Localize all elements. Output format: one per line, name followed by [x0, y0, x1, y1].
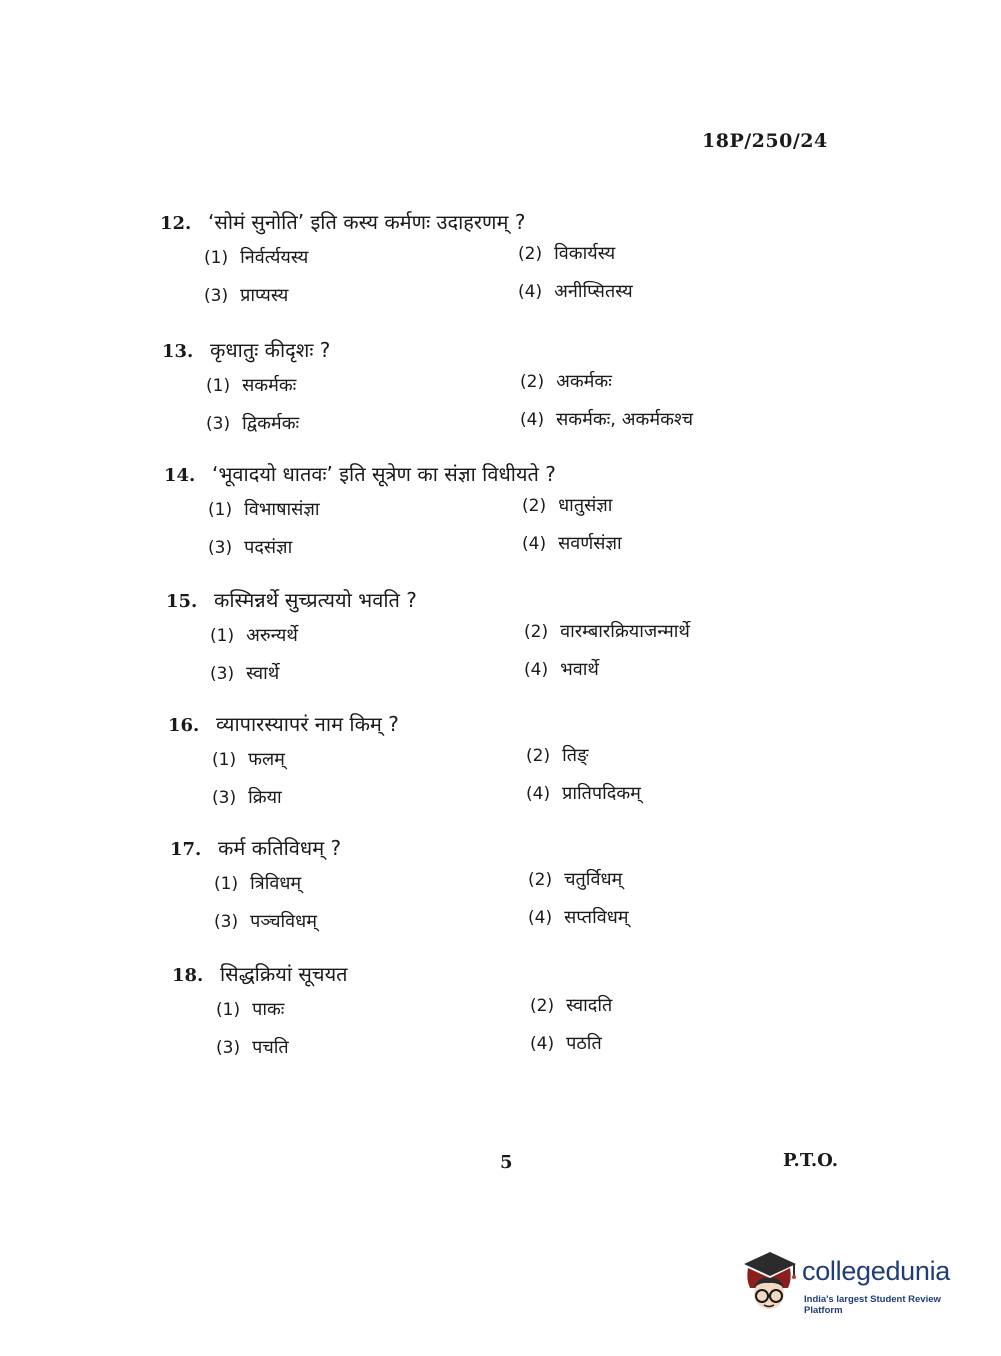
- option-text: क्रिया: [248, 787, 282, 808]
- option-number: (4): [528, 908, 553, 928]
- option-4[interactable]: [518, 279, 633, 303]
- option-text: फलम्: [248, 749, 285, 770]
- options: [206, 373, 762, 453]
- option-number: (2): [522, 496, 547, 516]
- option-text: सवर्णसंज्ञा: [558, 533, 622, 554]
- options: [216, 997, 772, 1077]
- question-14: [164, 460, 764, 577]
- option-text: सकर्मकः, अकर्मकश्च: [556, 409, 693, 430]
- option-2[interactable]: [524, 619, 690, 643]
- option-text: पञ्चविधम्: [250, 911, 318, 932]
- question-text: कृधातुः कीदृशः ?: [210, 338, 331, 362]
- question-text: कर्म कतिविधम् ?: [218, 836, 342, 860]
- option-1[interactable]: [214, 871, 301, 895]
- option-2[interactable]: [528, 867, 622, 891]
- option-text: पाकः: [252, 999, 285, 1020]
- option-text: निर्वर्त्ययस्य: [240, 247, 309, 268]
- brand-name: collegedunia: [802, 1256, 951, 1286]
- option-text: द्विकर्मकः: [242, 413, 300, 434]
- question-number: 13.: [162, 341, 194, 362]
- option-number: (1): [208, 500, 233, 520]
- option-number: (3): [216, 1038, 241, 1058]
- question-number: 17.: [170, 839, 202, 860]
- option-number: (4): [530, 1034, 555, 1054]
- option-2[interactable]: [526, 743, 588, 767]
- option-text: विकार्यस्य: [554, 243, 616, 264]
- option-text: अकर्मकः: [556, 371, 612, 392]
- options: [204, 245, 760, 325]
- option-4[interactable]: [522, 531, 622, 555]
- question-number: 12.: [160, 213, 192, 234]
- option-text: वारम्बारक्रियाजन्मार्थे: [560, 621, 690, 642]
- option-text: प्राप्यस्य: [240, 285, 289, 306]
- option-number: (4): [526, 784, 551, 804]
- option-text: धातुसंज्ञा: [558, 495, 613, 516]
- option-1[interactable]: [204, 245, 308, 269]
- paper-code: 18P/250/24: [702, 130, 828, 152]
- option-1[interactable]: [216, 997, 284, 1021]
- mascot-logo-icon: [740, 1250, 798, 1312]
- options: [208, 497, 764, 577]
- option-number: (4): [518, 282, 543, 302]
- option-4[interactable]: [524, 657, 599, 681]
- question-text: ‘भूवादयो धातवः’ इति सूत्रेण का संज्ञा विधीयते ?: [212, 462, 556, 486]
- option-text: पठति: [566, 1033, 602, 1054]
- question-18: [172, 960, 772, 1077]
- option-3[interactable]: [214, 909, 317, 933]
- question-text: कस्मिन्नर्थे सुच्प्रत्ययो भवति ?: [214, 588, 417, 612]
- option-number: (4): [522, 534, 547, 554]
- option-3[interactable]: [212, 785, 282, 809]
- option-number: (2): [518, 244, 543, 264]
- option-number: (1): [210, 626, 235, 646]
- option-3[interactable]: [208, 535, 292, 559]
- option-3[interactable]: [204, 283, 288, 307]
- option-number: (2): [520, 372, 545, 392]
- option-3[interactable]: [210, 661, 279, 685]
- option-1[interactable]: [206, 373, 296, 397]
- options: [214, 871, 770, 951]
- option-text: तिङ्: [562, 745, 589, 766]
- option-number: (3): [208, 538, 233, 558]
- option-1[interactable]: [210, 623, 298, 647]
- question-text: सिद्धक्रियां सूचयत: [220, 962, 348, 986]
- option-number: (4): [524, 660, 549, 680]
- option-number: (1): [206, 376, 231, 396]
- option-4[interactable]: [526, 781, 641, 805]
- option-number: (1): [216, 1000, 241, 1020]
- option-number: (2): [524, 622, 549, 642]
- option-text: स्वार्थे: [246, 663, 280, 684]
- option-text: प्रातिपदिकम्: [562, 783, 641, 804]
- option-text: भवार्थे: [560, 659, 599, 680]
- option-2[interactable]: [530, 993, 612, 1017]
- question-text: ‘सोमं सुनोति’ इति कस्य कर्मणः उदाहरणम् ?: [208, 210, 526, 234]
- option-number: (1): [204, 248, 229, 268]
- question-16: [168, 710, 768, 827]
- option-number: (3): [206, 414, 231, 434]
- option-2[interactable]: [522, 493, 612, 517]
- option-3[interactable]: [206, 411, 299, 435]
- question-number: 16.: [168, 715, 200, 736]
- option-4[interactable]: [530, 1031, 602, 1055]
- question-text: व्यापारस्यापरं नाम किम् ?: [216, 712, 399, 736]
- option-text: पचति: [252, 1037, 289, 1058]
- option-number: (4): [520, 410, 545, 430]
- option-text: अरुन्यर्थे: [246, 625, 298, 646]
- question-number: 15.: [166, 591, 198, 612]
- options: [212, 747, 768, 827]
- option-text: स्वादति: [566, 995, 613, 1016]
- option-2[interactable]: [520, 369, 612, 393]
- option-text: पदसंज्ञा: [244, 537, 293, 558]
- option-text: सकर्मकः: [242, 375, 297, 396]
- question-15: [166, 586, 766, 703]
- option-text: त्रिविधम्: [250, 873, 302, 894]
- option-text: विभाषासंज्ञा: [244, 499, 320, 520]
- option-number: (2): [530, 996, 555, 1016]
- pto-label: P.T.O.: [783, 1150, 839, 1171]
- option-number: (3): [204, 286, 229, 306]
- page-number: 5: [500, 1152, 513, 1173]
- question-12: [160, 208, 760, 325]
- option-4[interactable]: [528, 905, 629, 929]
- question-13: [162, 336, 762, 453]
- collegedunia-watermark: [740, 1250, 980, 1320]
- question-17: [170, 834, 770, 951]
- options: [210, 623, 766, 703]
- option-text: सप्तविधम्: [564, 907, 629, 928]
- option-number: (1): [212, 750, 237, 770]
- option-3[interactable]: [216, 1035, 289, 1059]
- option-number: (3): [214, 912, 239, 932]
- option-number: (3): [212, 788, 237, 808]
- option-number: (2): [528, 870, 553, 890]
- brand-tagline: India's largest Student Review Platform: [804, 1294, 941, 1316]
- question-number: 18.: [172, 965, 204, 986]
- question-number: 14.: [164, 465, 196, 486]
- option-number: (3): [210, 664, 235, 684]
- option-text: चतुर्विधम्: [564, 869, 623, 890]
- option-number: (2): [526, 746, 551, 766]
- option-2[interactable]: [518, 241, 615, 265]
- option-1[interactable]: [212, 747, 285, 771]
- option-1[interactable]: [208, 497, 320, 521]
- option-text: अनीप्सितस्य: [554, 281, 633, 302]
- option-4[interactable]: [520, 407, 693, 431]
- option-number: (1): [214, 874, 239, 894]
